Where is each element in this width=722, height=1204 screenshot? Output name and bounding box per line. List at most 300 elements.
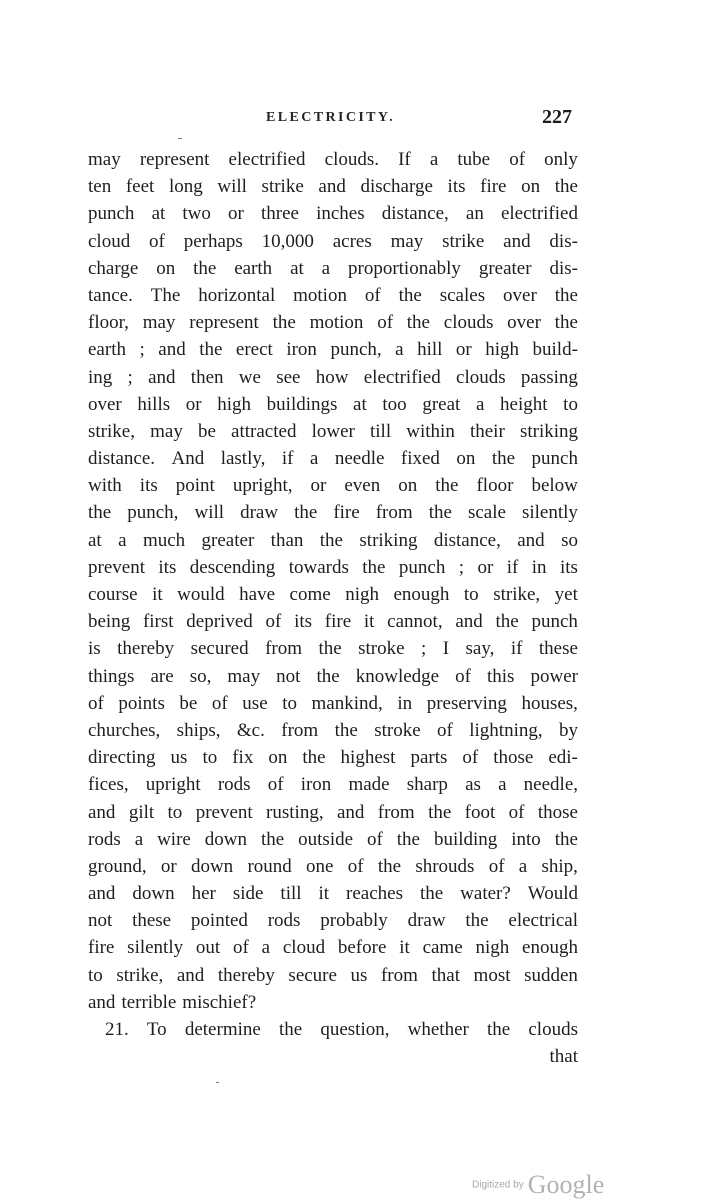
- word: secured: [190, 638, 249, 660]
- word: to: [88, 964, 103, 986]
- word: punch,: [330, 339, 382, 361]
- word: the: [495, 611, 519, 633]
- word: of: [233, 937, 249, 959]
- word: and: [517, 529, 545, 551]
- word: from: [377, 801, 415, 823]
- word: building: [433, 828, 498, 850]
- word: greater: [478, 257, 532, 279]
- word: discharge: [360, 176, 433, 198]
- word: needle: [334, 448, 385, 470]
- word: and: [158, 339, 186, 361]
- word: reaches: [346, 883, 404, 905]
- word: of: [267, 774, 284, 796]
- word: the: [487, 1019, 511, 1040]
- word: most: [473, 964, 511, 986]
- word: fix: [232, 747, 254, 769]
- word: to: [463, 584, 479, 605]
- word: long: [168, 176, 203, 198]
- word: and: [503, 230, 531, 252]
- word: the: [294, 502, 318, 524]
- word: and: [88, 801, 116, 823]
- word: and: [455, 611, 483, 633]
- word: their: [469, 420, 505, 442]
- word: how: [315, 366, 349, 388]
- word: upright,: [232, 475, 293, 497]
- word: at: [151, 203, 166, 225]
- word: clouds: [456, 366, 506, 388]
- word: is: [88, 638, 101, 660]
- word: a: [134, 828, 144, 850]
- word: directing: [88, 747, 156, 769]
- body-text: [88, 146, 578, 1070]
- word: electrified: [500, 203, 578, 225]
- word: on: [521, 176, 541, 198]
- print-speck: [178, 138, 182, 139]
- word: may: [227, 665, 261, 687]
- word: may: [390, 230, 424, 252]
- word: highest: [340, 747, 396, 769]
- google-logo: Google: [527, 1170, 605, 1199]
- word: the: [396, 828, 420, 850]
- word: the: [491, 448, 516, 470]
- word: if: [281, 448, 294, 470]
- word: height: [500, 393, 548, 415]
- word: sudden: [524, 964, 578, 986]
- word: an: [465, 203, 484, 225]
- word: distance.: [88, 448, 156, 470]
- word: ;: [127, 366, 133, 388]
- word: things: [88, 665, 135, 687]
- word: a: [395, 339, 404, 361]
- word: three: [260, 203, 299, 225]
- word: side: [232, 883, 264, 905]
- digitized-watermark: [472, 1170, 604, 1200]
- word: cannot,: [387, 611, 443, 633]
- text-line: [88, 1016, 578, 1043]
- word: descending: [189, 556, 276, 578]
- word: a: [261, 937, 271, 959]
- word: say,: [465, 638, 495, 660]
- word: down: [132, 883, 175, 905]
- word: it: [152, 584, 163, 605]
- word: fixed: [400, 448, 440, 470]
- word: high: [485, 339, 520, 361]
- word: will: [217, 176, 247, 198]
- word: strike,: [88, 420, 135, 442]
- word: fire: [324, 611, 352, 633]
- word: the: [554, 312, 578, 334]
- word: the: [428, 801, 452, 823]
- word: floor,: [88, 312, 129, 334]
- word: of: [367, 828, 383, 850]
- word: so: [561, 529, 578, 551]
- text-line: [88, 635, 578, 662]
- word: and: [88, 991, 116, 1013]
- word: knowledge: [355, 665, 440, 687]
- word: the: [554, 284, 578, 306]
- word: not: [276, 665, 301, 687]
- word: shrouds: [415, 855, 475, 877]
- word: one: [306, 855, 334, 877]
- word: point: [175, 475, 215, 497]
- word: motion: [293, 284, 347, 306]
- word: a: [498, 774, 507, 796]
- word: punch: [531, 611, 578, 633]
- catchword: [88, 1043, 578, 1070]
- word: ten: [88, 176, 112, 198]
- word: not: [88, 910, 113, 932]
- word: scale: [467, 502, 506, 524]
- word: being: [88, 611, 131, 633]
- word: from: [380, 964, 418, 986]
- word: of: [265, 611, 282, 633]
- word: are: [150, 665, 174, 687]
- word: a: [429, 149, 439, 170]
- word: electrified: [228, 149, 306, 170]
- word: the: [260, 828, 285, 850]
- word: buildings: [266, 393, 338, 415]
- word: punch: [398, 556, 446, 578]
- word: to: [563, 393, 578, 415]
- word: of: [377, 312, 394, 334]
- word: of: [488, 855, 505, 877]
- word: strike: [442, 230, 485, 252]
- word: striking: [359, 529, 418, 551]
- word: sharp: [406, 774, 448, 796]
- word: stroke: [358, 638, 405, 660]
- word: these: [538, 638, 578, 660]
- text-line: [88, 663, 578, 690]
- word: needle,: [523, 774, 578, 796]
- word: electrified: [363, 366, 441, 388]
- word: over: [503, 284, 537, 306]
- word: punch: [531, 448, 578, 470]
- word: great: [422, 393, 461, 415]
- word: much: [142, 529, 186, 551]
- text-line: [88, 717, 578, 744]
- word: its: [294, 611, 313, 633]
- word: if: [510, 638, 523, 660]
- word: ;: [421, 638, 427, 660]
- word: the: [377, 855, 402, 877]
- word: a: [475, 393, 485, 415]
- word: clouds: [443, 312, 494, 334]
- word: iron: [286, 339, 317, 361]
- word: the: [406, 312, 430, 334]
- word: be: [179, 692, 198, 714]
- print-speck: [216, 1082, 219, 1083]
- word: even: [344, 475, 381, 497]
- word: power: [530, 665, 578, 687]
- word: the: [398, 284, 422, 306]
- word: the: [88, 502, 112, 524]
- word: houses,: [521, 692, 578, 714]
- word: a: [518, 855, 528, 877]
- word: horizontal: [198, 284, 276, 306]
- word: as: [465, 774, 481, 796]
- word: mankind,: [311, 692, 383, 714]
- word: tube: [457, 149, 491, 170]
- word: tance.: [88, 284, 133, 306]
- word: foot: [464, 801, 496, 823]
- word: it: [363, 611, 375, 633]
- word: us: [170, 747, 188, 769]
- word: distance,: [433, 529, 501, 551]
- word: terrible: [121, 991, 177, 1013]
- word: the: [435, 475, 459, 497]
- word: from: [281, 719, 319, 741]
- word: determine: [184, 1019, 261, 1040]
- word: fices,: [88, 774, 129, 796]
- word: come: [289, 584, 331, 605]
- text-line: [88, 200, 578, 227]
- word: into: [511, 828, 541, 850]
- text-line: [88, 744, 578, 771]
- word: &c.: [236, 719, 265, 741]
- word: wire: [157, 828, 191, 850]
- word: the: [318, 638, 342, 660]
- word: mischief?: [182, 991, 257, 1013]
- text-line: [88, 690, 578, 717]
- word: it: [318, 883, 330, 905]
- word: down: [204, 828, 248, 850]
- digitized-by-label: Digitized by: [472, 1179, 524, 1191]
- word: lower: [311, 420, 355, 442]
- word: strike,: [116, 964, 164, 986]
- word: then: [190, 366, 224, 388]
- word: and: [318, 176, 346, 198]
- text-line: [88, 581, 578, 608]
- word: within: [406, 420, 455, 442]
- word: acres: [332, 230, 372, 252]
- word: outside: [298, 828, 354, 850]
- word: till: [280, 883, 302, 905]
- text-line: [88, 608, 578, 635]
- word: pointed: [190, 910, 248, 932]
- word: lastly,: [220, 448, 266, 470]
- word: have: [239, 584, 276, 605]
- word: motion: [309, 312, 364, 334]
- word: punch: [88, 203, 135, 225]
- word: clouds: [528, 1019, 578, 1040]
- word: over: [507, 312, 541, 334]
- word: or: [185, 393, 202, 415]
- word: deprived: [186, 611, 253, 633]
- word: secure: [288, 964, 337, 986]
- word: water?: [460, 883, 511, 905]
- word: silently: [127, 937, 184, 959]
- text-line: [88, 336, 578, 363]
- word: on: [456, 448, 476, 470]
- word: or: [455, 339, 472, 361]
- text-line: [88, 771, 578, 798]
- word: or: [160, 855, 177, 877]
- word: thereby: [217, 964, 275, 986]
- word: strike: [261, 176, 304, 198]
- word: of: [347, 855, 364, 877]
- word: the: [316, 665, 340, 687]
- text-line: [88, 282, 578, 309]
- word: proportionably: [348, 257, 461, 279]
- word: the: [278, 1019, 303, 1040]
- word: To: [146, 1019, 167, 1040]
- word: nigh: [345, 584, 379, 605]
- word: down: [190, 855, 234, 877]
- word: lightning,: [469, 719, 543, 741]
- word: may: [142, 312, 176, 334]
- word: rusting,: [266, 801, 324, 823]
- word: iron: [300, 774, 332, 796]
- word: preserving: [426, 692, 507, 714]
- word: till: [370, 420, 392, 442]
- word: first: [142, 611, 174, 633]
- word: by: [559, 719, 578, 741]
- word: high: [217, 393, 252, 415]
- word: towards: [288, 556, 349, 578]
- word: If: [398, 149, 411, 170]
- word: The: [150, 284, 181, 306]
- word: inches: [316, 203, 365, 225]
- word: prevent: [88, 556, 145, 578]
- word: at: [290, 257, 304, 279]
- word: the: [362, 556, 386, 578]
- word: and: [176, 964, 205, 986]
- word: if: [506, 556, 519, 578]
- word: may: [88, 149, 121, 170]
- word: the: [319, 529, 343, 551]
- word: or: [310, 475, 327, 497]
- text-line: [88, 907, 578, 934]
- word: or: [477, 556, 494, 578]
- word: attracted: [231, 420, 297, 442]
- page-number: 227: [542, 106, 572, 128]
- word: a: [118, 529, 127, 551]
- word: hills: [137, 393, 171, 415]
- word: of: [508, 801, 525, 823]
- word: in: [397, 692, 413, 714]
- word: at: [353, 393, 367, 415]
- word: see: [276, 366, 301, 388]
- word: fire: [88, 937, 115, 959]
- word: these: [132, 910, 172, 932]
- word: the: [334, 719, 358, 741]
- text-line: [88, 826, 578, 853]
- word: of: [364, 284, 381, 306]
- word: of: [437, 719, 453, 741]
- word: electrical: [508, 910, 578, 932]
- word: of: [149, 230, 165, 252]
- word: on: [156, 257, 176, 279]
- word: so,: [189, 665, 212, 687]
- word: yet: [554, 584, 578, 605]
- word: a: [309, 448, 319, 470]
- word: rods: [217, 774, 251, 796]
- word: charge: [88, 257, 139, 279]
- word: from: [265, 638, 302, 660]
- word: too: [382, 393, 407, 415]
- word: of: [462, 747, 479, 769]
- text-line: [88, 364, 578, 391]
- text-line: [88, 799, 578, 826]
- word: round: [247, 855, 292, 877]
- word: of: [455, 665, 471, 687]
- word: Would: [527, 883, 578, 905]
- word: the: [419, 883, 444, 905]
- word: ing: [88, 366, 113, 388]
- word: those: [493, 747, 534, 769]
- word: rods: [88, 828, 121, 850]
- word: of: [509, 149, 526, 170]
- word: with: [88, 475, 122, 497]
- word: and: [336, 801, 365, 823]
- word: erect: [235, 339, 273, 361]
- word: ship,: [541, 855, 578, 877]
- word: upright: [145, 774, 201, 796]
- word: the: [465, 910, 489, 932]
- word: at: [88, 529, 102, 551]
- word: 21.: [105, 1019, 129, 1040]
- word: edi-: [548, 747, 578, 769]
- word: the: [554, 176, 578, 198]
- word: its: [158, 556, 177, 578]
- text-line: [88, 934, 578, 961]
- text-line: [88, 554, 578, 581]
- word: enough: [393, 584, 450, 605]
- word: of: [88, 692, 104, 714]
- word: it: [399, 937, 410, 959]
- text-line: [88, 989, 578, 1016]
- word: earth: [88, 339, 126, 361]
- word: parts: [410, 747, 448, 769]
- word: strike,: [493, 584, 541, 605]
- word: the: [199, 339, 223, 361]
- text-line: [88, 445, 578, 472]
- word: on: [398, 475, 418, 497]
- running-title: ELECTRICITY.: [266, 110, 396, 125]
- word: passing: [520, 366, 578, 388]
- word: the: [554, 828, 578, 850]
- text-line: [88, 853, 578, 880]
- word: draw: [240, 502, 279, 524]
- text-line: [88, 527, 578, 554]
- word: 10,000: [261, 230, 314, 252]
- word: draw: [407, 910, 446, 932]
- text-line: [88, 309, 578, 336]
- word: its: [559, 556, 578, 578]
- word: use: [242, 692, 268, 714]
- word: came: [422, 937, 463, 959]
- word: that: [431, 964, 460, 986]
- word: or: [228, 203, 244, 225]
- word: we: [238, 366, 261, 388]
- word: punch,: [127, 502, 179, 524]
- word: ;: [139, 339, 145, 361]
- word: on: [268, 747, 288, 769]
- word: perhaps: [183, 230, 243, 252]
- word: hill: [417, 339, 443, 361]
- word: earth: [234, 257, 273, 279]
- word: would: [177, 584, 225, 605]
- word: ground,: [88, 855, 147, 877]
- word: fire: [480, 176, 507, 198]
- text-line: [88, 472, 578, 499]
- word: to: [202, 747, 218, 769]
- text-line: [88, 146, 578, 173]
- word: will: [194, 502, 225, 524]
- word: the: [272, 312, 296, 334]
- word: and: [88, 883, 116, 905]
- text-line: [88, 228, 578, 255]
